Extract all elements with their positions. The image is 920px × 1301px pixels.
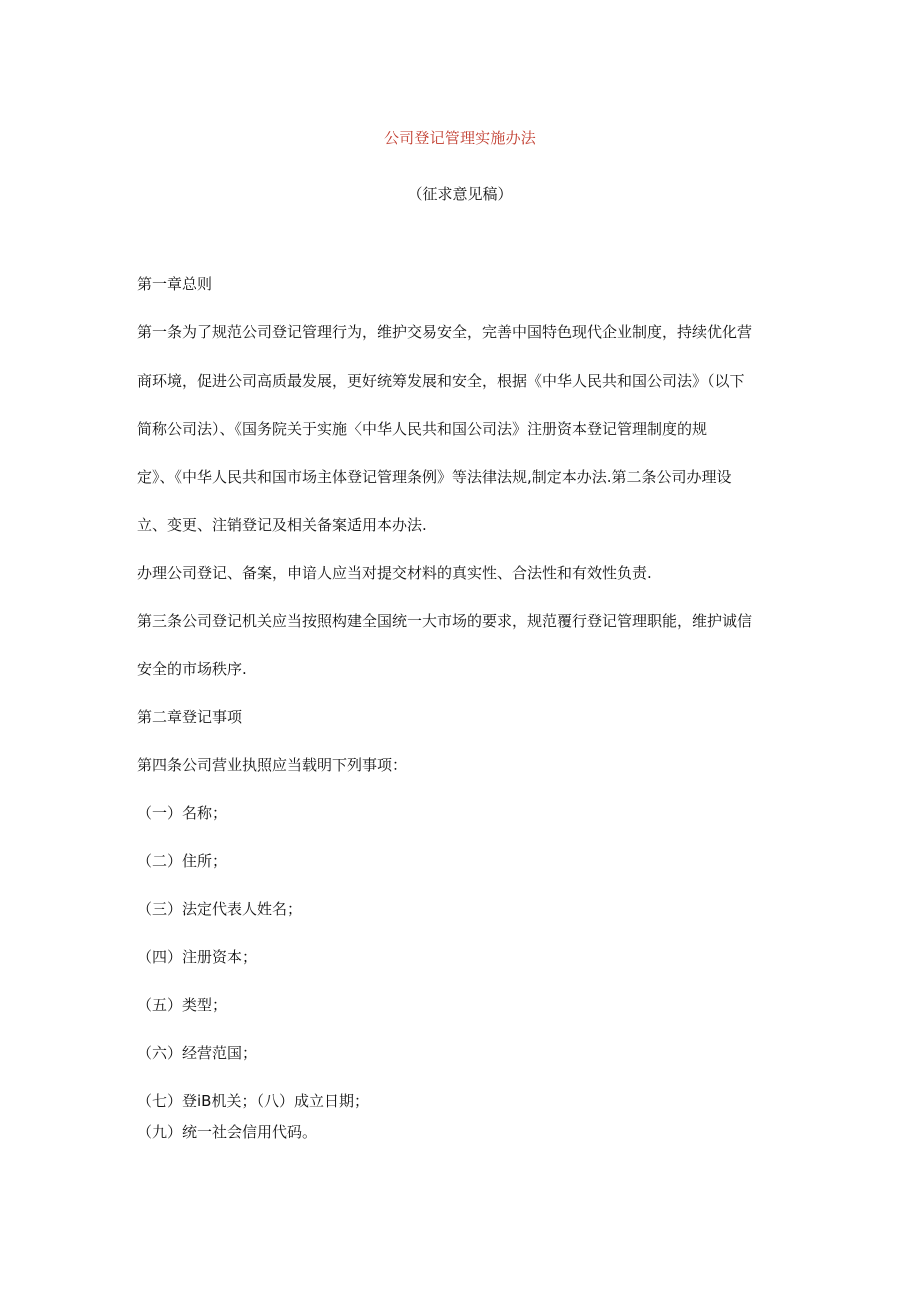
list-item: （五）类型；	[137, 996, 228, 1014]
paragraph-line: 第一条为了规范公司登记管理行为，维护交易安全，完善中国特色现代企业制度，持续优化营	[137, 323, 753, 341]
paragraph-line: 第三条公司登记机关应当按照构建全国统一大市场的要求，规范覆行登记管理职能，维护诚信	[137, 612, 753, 630]
document-subtitle: （征求意见稿）	[407, 185, 513, 203]
list-item: （二）住所；	[137, 852, 228, 870]
paragraph-line: 立、变更、注销登记及相关备案适用本办法.	[137, 516, 427, 534]
paragraph-line: 第四条公司营业执照应当载明下列事项：	[137, 756, 408, 774]
document-title: 公司登记管理实施办法	[383, 129, 536, 147]
list-item: （一）名称；	[137, 804, 228, 822]
list-item: （七）登iB机关；（八）成立日期；	[137, 1092, 369, 1110]
paragraph-line: 简称公司法）、《国务院关于实施〈中华人民共和国公司法》注册资本登记管理制度的规	[137, 420, 708, 438]
paragraph-line: 定》、《中华人民共和国市场主体登记管理条例》等法律法规,制定本办法.第二条公司办理设	[137, 468, 732, 486]
list-item: （九）统一社会信用代码。	[137, 1123, 318, 1141]
chapter-heading: 第二章登记事项	[137, 708, 243, 726]
paragraph-line: 安全的市场秩序.	[137, 660, 247, 678]
list-item: （四）注册资本；	[137, 948, 258, 966]
paragraph-line: 商环境，促进公司高质最发展，更好统筹发展和安全，根据《中华人民共和国公司法》（以下	[137, 372, 745, 390]
list-item: （三）法定代表人姓名；	[137, 900, 303, 918]
paragraph-line: 办理公司登记、备案，申谙人应当对提交材料的真实性、合法性和有效性负责.	[137, 564, 652, 582]
chapter-heading: 第一章总则	[137, 275, 213, 293]
list-item: （六）经营范国；	[137, 1044, 258, 1062]
